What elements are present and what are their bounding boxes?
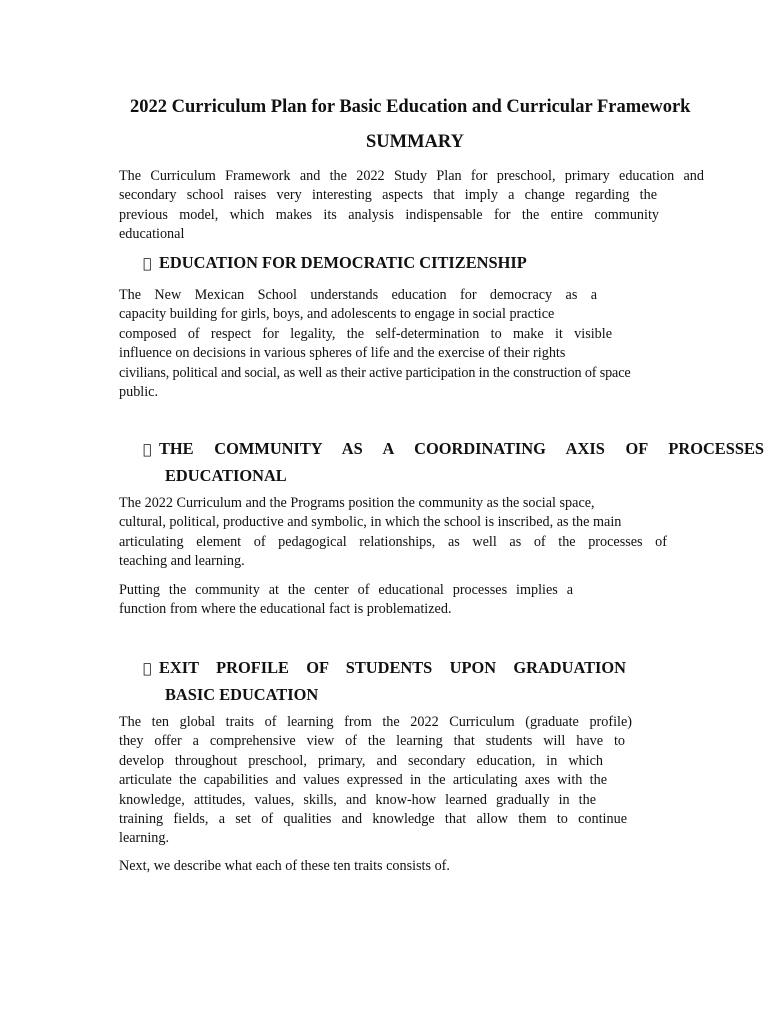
heading-text: EXIT PROFILE OF STUDENTS UPON GRADUATION xyxy=(159,658,626,677)
text-line: learning. xyxy=(119,830,170,847)
text-line: they offer a comprehensive view of the learning that students will have to xyxy=(119,733,625,750)
text-line: knowledge, attitudes, values, skills, and know-how learned gradually in the xyxy=(119,791,596,808)
section-paragraph-community-axis xyxy=(119,494,667,572)
text-line: The New Mexican School understands education for democracy as a xyxy=(119,287,597,303)
text-line: influence on decisions in various spheres of life and the exercise of their rights xyxy=(119,345,566,362)
text-line: develop throughout preschool, primary, and secondary education, in which xyxy=(119,752,603,769)
text-line: training fields, a set of qualities and knowledge that allow them to continue xyxy=(119,811,627,828)
heading-text: EDUCATION FOR DEMOCRATIC CITIZENSHIP xyxy=(159,253,527,272)
text-line: composed of respect for legality, the self-determination to make it visible xyxy=(119,325,612,342)
text-line: articulate the capabilities and values expressed in the articulating axes with the xyxy=(119,772,607,789)
text-line: The ten global traits of learning from the 2022 Curriculum (graduate profile) xyxy=(119,714,632,730)
text-line: previous model, which makes its analysis indispensable for the entire community xyxy=(119,206,659,223)
heading-text: THE COMMUNITY AS A COORDINATING AXIS OF PROCESSES xyxy=(159,439,764,458)
text-line: cultural, political, productive and symbolic, in which the school is inscribed, as the main xyxy=(119,514,622,531)
section-paragraph-ten-traits xyxy=(119,857,627,876)
heading-line: BASIC EDUCATION xyxy=(165,683,319,702)
text-line: public. xyxy=(119,384,159,401)
heading-line xyxy=(143,250,527,277)
bullet-icon xyxy=(143,252,159,277)
section-paragraph-community-center xyxy=(119,581,667,620)
summary-heading: SUMMARY xyxy=(365,132,464,152)
bullet-icon xyxy=(143,438,159,463)
text-line: The 2022 Curriculum and the Programs position the community as the social space, xyxy=(119,495,595,511)
section-paragraph-exit-profile xyxy=(119,713,632,849)
section-paragraph-democratic-citizenship xyxy=(119,286,667,402)
heading-line: EDUCATIONAL xyxy=(165,464,287,483)
document-title: 2022 Curriculum Plan for Basic Education and Curricular Framework xyxy=(130,97,691,117)
section-heading-exit-profile xyxy=(143,655,626,707)
heading-line xyxy=(143,655,626,682)
text-line: secondary school raises very interesting aspects that imply a change regarding the xyxy=(119,187,657,204)
heading-line xyxy=(143,436,764,463)
section-heading-democratic-citizenship xyxy=(143,250,527,277)
text-line: Putting the community at the center of educational processes implies a xyxy=(119,582,573,598)
intro-paragraph xyxy=(119,167,704,245)
bullet-icon xyxy=(143,657,159,682)
text-line: civilians, political and social, as well as their active participation in the construction of space xyxy=(119,364,631,381)
text-line: The Curriculum Framework and the 2022 Study Plan for preschool, primary education and xyxy=(119,168,704,184)
text-line: articulating element of pedagogical relationships, as well as of the processes of xyxy=(119,533,667,550)
text-line: educational xyxy=(119,226,185,243)
text-line: teaching and learning. xyxy=(119,553,245,570)
text-line: Next, we describe what each of these ten traits consists of. xyxy=(119,858,450,874)
text-line: capacity building for girls, boys, and adolescents to engage in social practice xyxy=(119,306,555,323)
text-line: function from where the educational fact is problematized. xyxy=(119,601,452,618)
section-heading-community-axis xyxy=(143,436,764,488)
